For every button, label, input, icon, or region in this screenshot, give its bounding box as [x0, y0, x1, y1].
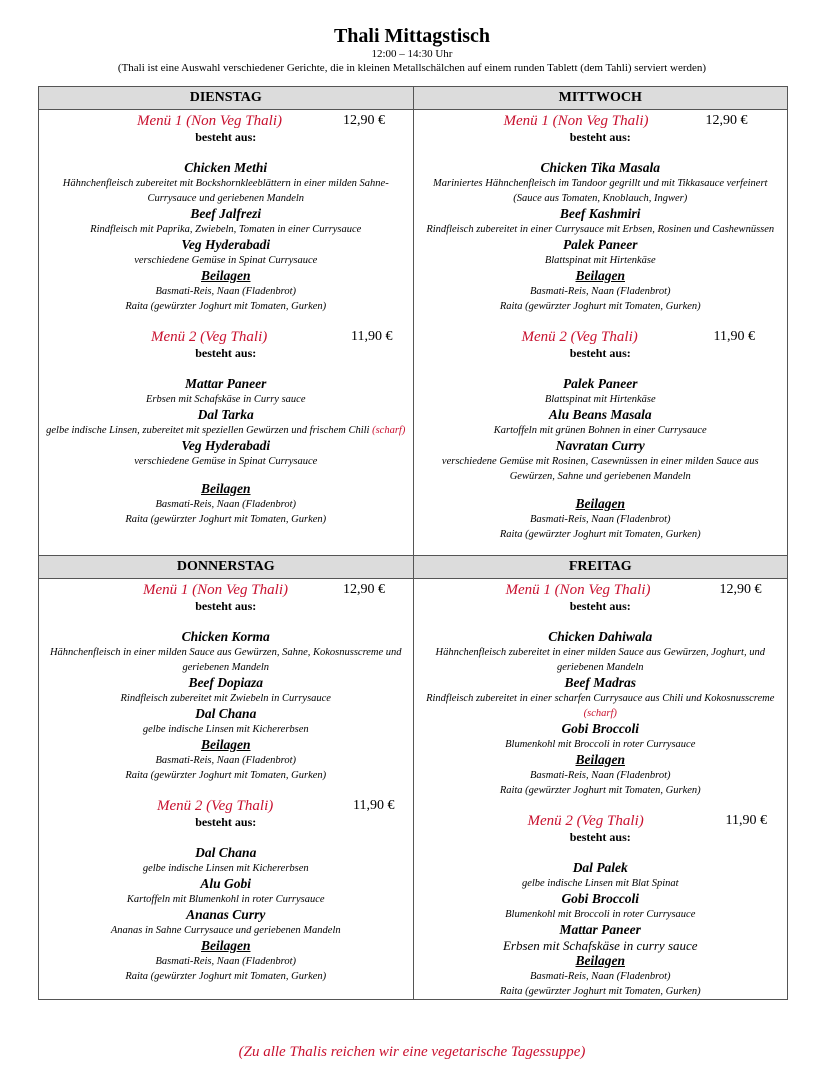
besteht-aus: besteht aus: — [195, 346, 257, 360]
beilagen-heading: Beilagen — [201, 737, 251, 752]
beilagen-line: Raita (gewürzter Joghurt mit Tomaten, Gurken) — [125, 971, 327, 982]
menu2-mittwoch — [414, 326, 788, 542]
menu-label: Menü 2 (Veg Thali) — [151, 329, 268, 345]
beilagen-line: Raita (gewürzter Joghurt mit Tomaten, Gurken) — [125, 301, 327, 312]
dish-name: Mattar Paneer — [185, 376, 267, 391]
spicy-note: (scharf) — [372, 425, 406, 436]
menu2-donnerstag — [39, 795, 413, 984]
dish-name: Alu Beans Masala — [548, 407, 652, 422]
menu1-mittwoch — [414, 110, 788, 314]
dish-name: Beef Kashmiri — [559, 206, 641, 221]
menu1-freitag — [414, 579, 788, 798]
menu-label: Menü 1 (Non Veg Thali) — [503, 113, 649, 129]
dish-name: Dal Tarka — [197, 407, 254, 422]
dish-desc-text: Rindfleisch zubereitet in einer scharfen Currysauce aus Chili und Kokosnusscreme — [426, 693, 775, 704]
day-cell-mittwoch — [413, 110, 788, 556]
menu1-donnerstag — [39, 579, 413, 783]
besteht-aus: besteht aus: — [569, 130, 631, 144]
menu-label: Menü 2 (Veg Thali) — [157, 798, 274, 814]
menu2-dienstag — [39, 326, 413, 527]
dish-desc: Kartoffeln mit Blumenkohl in roter Currysauce — [126, 894, 325, 905]
besteht-aus: besteht aus: — [195, 599, 257, 613]
menu-label: Menü 1 (Non Veg Thali) — [143, 582, 288, 598]
beilagen-line: Basmati-Reis, Naan (Fladenbrot) — [155, 499, 296, 510]
dish-desc: verschiedene Gemüse mit Rosinen, Casewnüssen in einer milden Sauce aus Gewürzen, Sahne und geriebenen Mandeln — [441, 456, 759, 482]
beilagen-line: Basmati-Reis, Naan (Fladenbrot) — [155, 286, 296, 297]
dish-name: Chicken Methi — [184, 160, 268, 175]
beilagen-line: Basmati-Reis, Naan (Fladenbrot) — [530, 770, 671, 781]
page-title: Thali Mittagstisch — [333, 25, 491, 47]
dish-desc: Ananas in Sahne Currysauce und geriebenen Mandeln — [110, 925, 341, 936]
dish-name: Chicken Tika Masala — [540, 160, 660, 175]
beilagen-line: Raita (gewürzter Joghurt mit Tomaten, Gurken) — [499, 301, 701, 312]
beilagen-line: Raita (gewürzter Joghurt mit Tomaten, Gurken) — [499, 529, 701, 540]
dish-name: Alu Gobi — [200, 876, 252, 891]
dish-desc: Hähnchenfleisch zubereitet mit Bockshornkleeblättern in einer milden Sahne-Currysauce und geriebenen Mandeln — [62, 178, 389, 204]
page-subtitle: (Thali ist eine Auswahl verschiedener Gerichte, die in kleinen Metallschälchen auf einem runden Tablett (dem Tahli) serviert werden) — [117, 62, 707, 74]
dish-desc — [39, 423, 413, 438]
beilagen-line: Raita (gewürzter Joghurt mit Tomaten, Gurken) — [125, 770, 327, 781]
beilagen-line: Raita (gewürzter Joghurt mit Tomaten, Gurken) — [125, 514, 327, 525]
menu-price: 12,90 € — [343, 582, 385, 597]
beilagen-heading: Beilagen — [575, 752, 625, 767]
dish-desc: Blumenkohl mit Broccoli in roter Currysauce — [505, 909, 696, 920]
dish-desc: Blattspinat mit Hirtenkäse — [544, 255, 656, 266]
menu-price: 12,90 € — [343, 113, 385, 128]
besteht-aus: besteht aus: — [569, 599, 631, 613]
dish-desc: Rindfleisch mit Paprika, Zwiebeln, Tomaten in einer Currysauce — [90, 224, 362, 235]
dish-name: Gobi Broccoli — [561, 721, 640, 736]
day-header-mittwoch: MITTWOCH — [413, 87, 788, 110]
menu-label: Menü 1 (Non Veg Thali) — [137, 113, 282, 129]
dish-desc: gelbe indische Linsen mit Kichererbsen — [142, 863, 309, 874]
menu-price: 11,90 € — [353, 798, 395, 813]
menu-price: 11,90 € — [351, 329, 393, 344]
beilagen-line: Basmati-Reis, Naan (Fladenbrot) — [155, 755, 296, 766]
dish-name: Ananas Curry — [186, 907, 266, 922]
footer-note: (Zu alle Thalis reichen wir eine vegetarische Tagessuppe) — [238, 1044, 586, 1060]
dish-desc: verschiedene Gemüse in Spinat Currysauce — [134, 255, 318, 266]
menu-price: 12,90 € — [705, 113, 748, 128]
besteht-aus: besteht aus: — [569, 830, 631, 844]
beilagen-heading: Beilagen — [201, 268, 251, 283]
dish-desc: gelbe indische Linsen mit Kichererbsen — [142, 724, 309, 735]
menu-label: Menü 2 (Veg Thali) — [527, 813, 644, 829]
menu-price: 12,90 € — [719, 582, 762, 597]
dish-name: Dal Chana — [195, 845, 257, 860]
dish-name: Mattar Paneer — [559, 922, 641, 937]
dish-name: Gobi Broccoli — [561, 891, 640, 906]
day-cell-dienstag — [39, 110, 414, 556]
besteht-aus: besteht aus: — [195, 815, 257, 829]
dish-desc: Kartoffeln mit grünen Bohnen in einer Currysauce — [493, 425, 707, 436]
beilagen-line: Raita (gewürzter Joghurt mit Tomaten, Gurken) — [499, 986, 701, 997]
dish-desc: Erbsen mit Schafskäse in Curry sauce — [145, 394, 306, 405]
dish-name: Navratan Curry — [555, 438, 645, 453]
day-cell-freitag — [413, 579, 788, 1000]
menu-label: Menü 1 (Non Veg Thali) — [505, 582, 651, 598]
besteht-aus: besteht aus: — [195, 130, 257, 144]
day-cell-donnerstag — [39, 579, 414, 1000]
dish-desc: verschiedene Gemüse in Spinat Currysauce — [134, 456, 318, 467]
beilagen-heading: Beilagen — [201, 938, 251, 953]
besteht-aus: besteht aus: — [569, 346, 631, 360]
dish-desc: gelbe indische Linsen mit Blat Spinat — [521, 878, 679, 889]
menu2-freitag — [414, 810, 788, 999]
dish-desc: Rindfleisch zubereitet in einer Currysauce mit Erbsen, Rosinen und Cashewnüssen — [426, 224, 775, 235]
dish-name: Palek Paneer — [562, 237, 638, 252]
dish-name: Veg Hyderabadi — [181, 438, 271, 453]
beilagen-heading: Beilagen — [575, 268, 625, 283]
dish-desc-text: gelbe indische Linsen, zubereitet mit speziellen Gewürzen und frischem Chili — [46, 425, 370, 436]
dish-name: Beef Dopiaza — [188, 675, 264, 690]
beilagen-heading: Beilagen — [201, 481, 251, 496]
beilagen-line: Basmati-Reis, Naan (Fladenbrot) — [530, 971, 671, 982]
day-header-dienstag: DIENSTAG — [39, 87, 414, 110]
dish-name: Dal Palek — [572, 860, 628, 875]
page-header — [0, 24, 824, 75]
beilagen-line: Basmati-Reis, Naan (Fladenbrot) — [530, 514, 671, 525]
menu-label: Menü 2 (Veg Thali) — [521, 329, 638, 345]
menu-table — [38, 86, 788, 1000]
dish-name: Dal Chana — [195, 706, 257, 721]
dish-desc: Erbsen mit Schafskäse in curry sauce — [502, 938, 698, 953]
beilagen-line: Basmati-Reis, Naan (Fladenbrot) — [530, 286, 671, 297]
dish-name: Palek Paneer — [562, 376, 638, 391]
dish-desc: Hähnchenfleisch in einer milden Sauce aus Gewürzen, Sahne, Kokosnusscreme und geriebenen Mandeln — [49, 647, 402, 673]
menu-price: 11,90 € — [725, 813, 767, 828]
day-header-donnerstag: DONNERSTAG — [39, 556, 414, 579]
dish-desc: Rindfleisch zubereitet mit Zwiebeln in Currysauce — [120, 693, 331, 704]
dish-name: Veg Hyderabadi — [181, 237, 271, 252]
dish-name: Chicken Dahiwala — [548, 629, 653, 644]
dish-name: Beef Jalfrezi — [190, 206, 262, 221]
beilagen-line: Raita (gewürzter Joghurt mit Tomaten, Gurken) — [499, 785, 701, 796]
dish-name: Chicken Korma — [181, 629, 270, 644]
dish-desc: Mariniertes Hähnchenfleisch im Tandoor gegrillt und mit Tikkasauce verfeinert (Sauce aus Tomaten, Knoblauch, Ingwer) — [433, 178, 768, 204]
spicy-note: (scharf) — [583, 708, 617, 719]
menu1-dienstag — [39, 110, 413, 314]
beilagen-heading: Beilagen — [575, 496, 625, 511]
dish-desc — [414, 691, 788, 721]
dish-name: Beef Madras — [564, 675, 637, 690]
beilagen-heading: Beilagen — [575, 953, 625, 968]
dish-desc: Blattspinat mit Hirtenkäse — [544, 394, 656, 405]
opening-hours: 12:00 – 14:30 Uhr — [371, 48, 453, 60]
dish-desc: Hähnchenfleisch zubereitet in einer milden Sauce aus Gewürzen, Joghurt, und geriebenen Mandeln — [435, 647, 765, 673]
day-header-freitag: FREITAG — [413, 556, 788, 579]
menu-price: 11,90 € — [713, 329, 755, 344]
dish-desc: Blumenkohl mit Broccoli in roter Currysauce — [505, 739, 696, 750]
beilagen-line: Basmati-Reis, Naan (Fladenbrot) — [155, 956, 296, 967]
